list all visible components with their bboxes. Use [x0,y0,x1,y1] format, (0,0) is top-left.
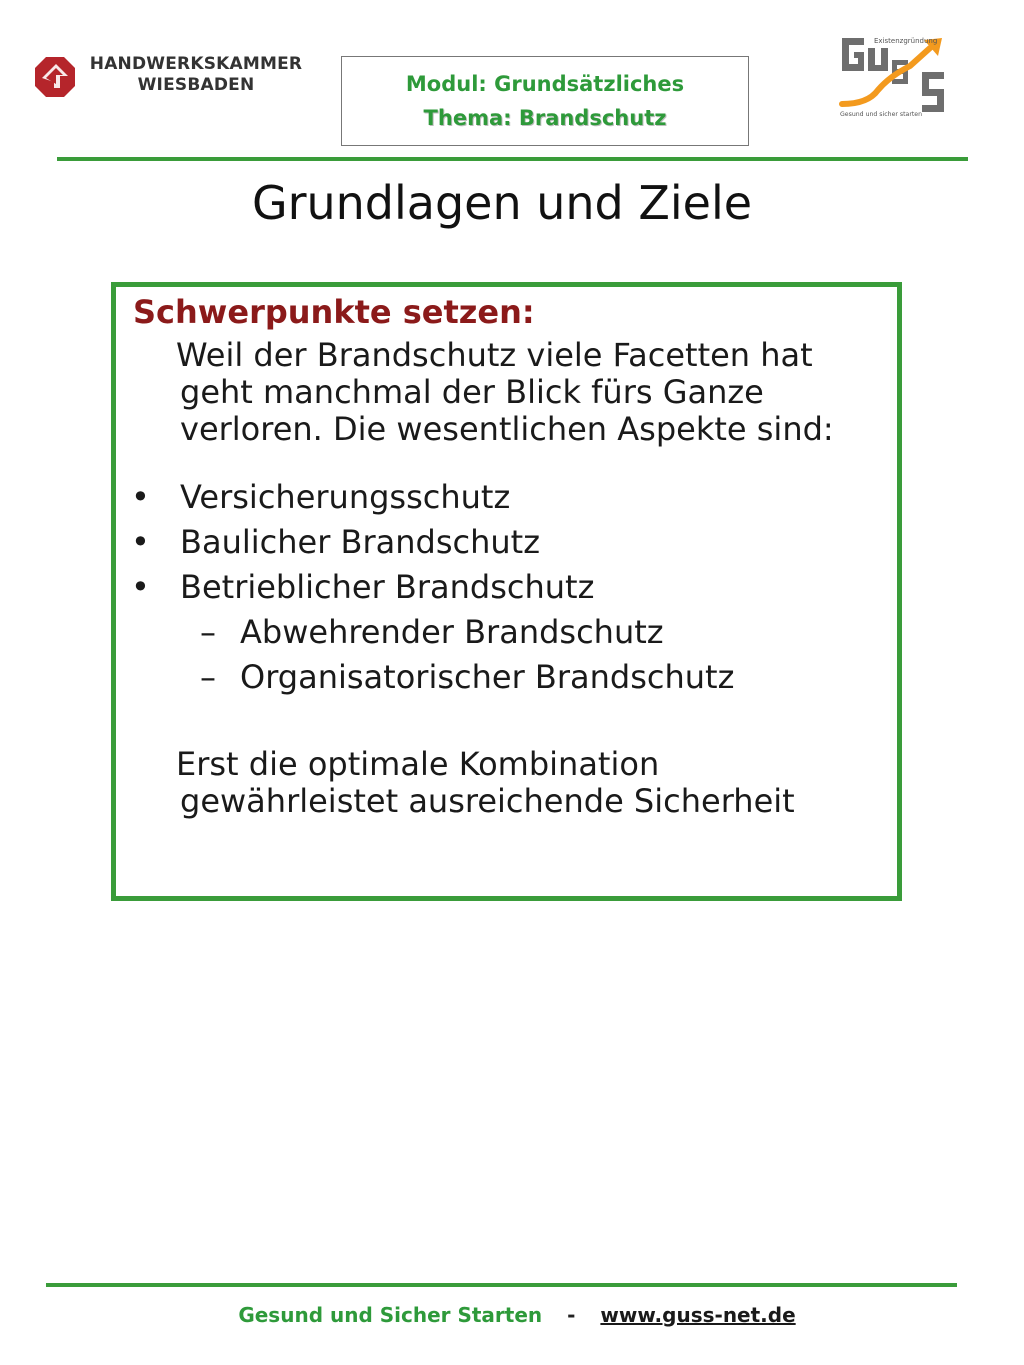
organization-name-line2: WIESBADEN [137,75,255,95]
page-title: Grundlagen und Ziele [251,176,753,230]
closing-line: Erst die optimale Kombination [176,745,660,783]
intro-line: verloren. Die wesentlichen Aspekte sind: [180,410,834,448]
logo-caption-bottom: Gesund und sicher starten [840,111,923,118]
dash-icon: – [200,658,216,696]
closing-line: gewährleistet ausreichende Sicherheit [180,782,795,820]
guss-logo [838,34,948,118]
footer-slogan: Gesund und Sicher Starten [238,1303,543,1327]
header-divider [57,157,968,161]
list-item-text: Versicherungsschutz [180,478,511,516]
dash-icon: – [200,613,216,651]
sub-list-item-text: Organisatorischer Brandschutz [240,658,735,696]
closing-paragraph [176,745,795,820]
sub-list-item [116,655,896,700]
sub-list-item-text: Abwehrender Brandschutz [240,613,664,651]
organization-name-line1: HANDWERKSKAMMER [89,54,303,74]
footer-separator: - [567,1303,576,1327]
intro-line: geht manchmal der Blick fürs Ganze [180,373,764,411]
bullet-icon: • [131,478,150,516]
list-item-text: Baulicher Brandschutz [180,523,540,561]
organization-name [88,54,304,96]
module-label: Modul: Grundsätzliches [405,72,685,96]
intro-line: Weil der Brandschutz viele Facetten hat [176,336,813,374]
list-item [116,520,896,565]
bullet-icon: • [131,523,150,561]
logo-caption-top: Existenzgründung [874,37,938,45]
aspect-list [116,475,896,700]
module-topic-box [341,56,749,146]
list-item-text: Betrieblicher Brandschutz [180,568,595,606]
handwerkskammer-emblem-icon [34,56,76,98]
intro-paragraph [176,336,834,448]
topic-label: Thema: Brandschutz [423,106,667,130]
sub-list-item [116,610,896,655]
bullet-icon: • [131,568,150,606]
content-box [111,282,902,901]
list-item [116,475,896,520]
footer [0,1303,1024,1327]
website-link[interactable]: www.guss-net.de [600,1303,796,1327]
list-item [116,565,896,610]
section-heading: Schwerpunkte setzen: [133,293,535,331]
handwerkskammer-logo [34,54,304,100]
footer-divider [46,1283,957,1287]
